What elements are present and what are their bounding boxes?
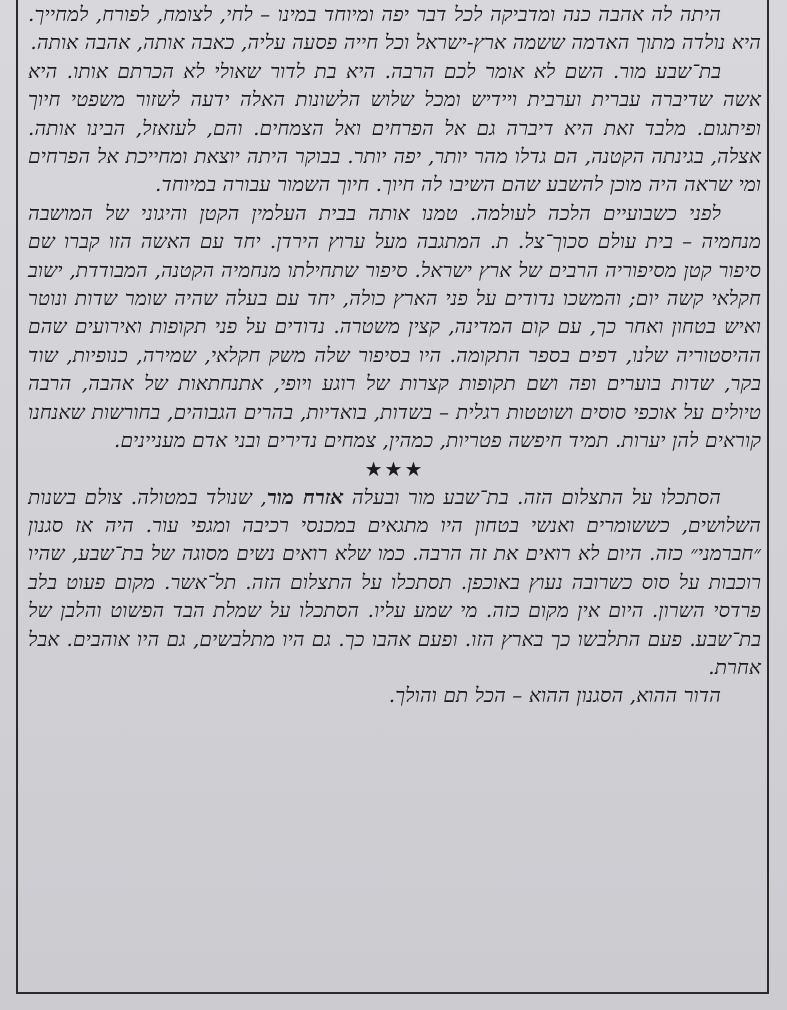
article-body bbox=[28, 0, 761, 710]
photo-text-before-name: הסתכלו על התצלום הזה. בת־שבע מור ובעלה bbox=[343, 484, 721, 509]
paragraph-love-of-land: היתה לה אהבה כנה ומדביקה לכל דבר יפה ומיוחד במינו – לחי, לצומח, לפורח, למחייך. היא נולדה מתוך האדמה ששמה ארץ-ישראל וכל חייה פסעה עליה, כאבה אותה, אהבה אותה. bbox=[28, 2, 761, 55]
frame-left-border bbox=[16, 0, 18, 994]
frame-bottom-border bbox=[16, 992, 769, 994]
frame-right-border bbox=[767, 0, 769, 994]
paragraph-closing-line: הדור ההוא, הסגנון ההוא – הכל תם והולך. bbox=[388, 683, 721, 708]
photo-text-after-name: , שנולד במטולה. צולם בשנות השלושים, כששומרים ואנשי בטחון היו מתגאים במכנסי רכיבה ומגפי עור. היה אז סגנון ״חברמני״ כזה. היום לא רואים את זה הרבה. כמו שלא רואים נשים מסוגה של בת־שבע, שהיו רוכבות על סוס כשרובה נעוץ באוכפן. תסתכלו על התצלום הזה. תל־אשר. מקום פעוט בלב פרדסי השרון. היום אין מקום כזה. מי שמע עליו. הסתכלו על שמלת הבד הפשוט והלבן של בת־שבע. פעם התלבשו כך בארץ הזו. ופעם אהבו כך. גם היו מתלבשים, גם היו אוהבים. אבל אחרת. bbox=[28, 484, 761, 679]
husband-name: אזרח מור bbox=[266, 484, 344, 509]
paragraph-burial-story: לפני כשבועיים הלכה לעולמה. טמנו אותה בבית העלמין הקטן והיגוני של המושבה מנחמיה – בית עולם סכוך־צל. ת. המתגבה מעל ערוץ הירדן. יחד עם האשה הזו קברו שם סיפור קטן מסיפוריה הרבים של ארץ ישראל. סיפור שתחילתו מנחמיה הקטנה, המבודדת, ישוב חקלאי קשה יום; והמשכו נדודים על פני הארץ כולה, יחד עם בעלה שהיה שומר שדות ונוטר ואיש בטחון ואחר כך, עם קום המדינה, קצין משטרה. נדודים על פני תקופות ואירועים שהם ההיסטוריה שלנו, דפים בספר התקומה. היו בסיפור שלה משק חקלאי, שמירה, כנופיות, שוד בקר, שדות בוערים ופה ושם תקופות קצרות של רוגע ויופי, אתנחתאות של אהבה, הרבה טיולים על אוכפי סוסים ושוטטות רגלית – בשדות, בואדיות, בהרים הגבוהים, בחורשות שאנחנו קוראים להן יערות. תמיד חיפשה פטריות, כמהין, צמחים נדירים ובני אדם מעניינים. bbox=[28, 200, 761, 453]
section-divider-stars: ★★★ bbox=[364, 456, 425, 481]
paragraph-batsheva-intro: בת־שבע מור. השם לא אומר לכם הרבה. היא בת לדור שאולי לא הכרתם אותו. היא אשה שדיברה עברית וערבית ויידיש ומכל שלוש הלשונות האלה ידעה לשזור משפטי חיוך ופיתגום. מלבד זאת היא דיברה גם אל הפרחים ואל הצמחים. והם, לעזאזל, הבינו אותה. אצלה, בגינתה הקטנה, הם גדלו מהר יותר, יפה יותר. בבוקר היתה יוצאת ומחייכת אל הפרחים ומי שראה היה מוכן להשבע שהם השיבו לה חיוך. חיוך השמור עבורה במיוחד. bbox=[28, 58, 761, 197]
paragraph-photo-description bbox=[28, 483, 761, 682]
